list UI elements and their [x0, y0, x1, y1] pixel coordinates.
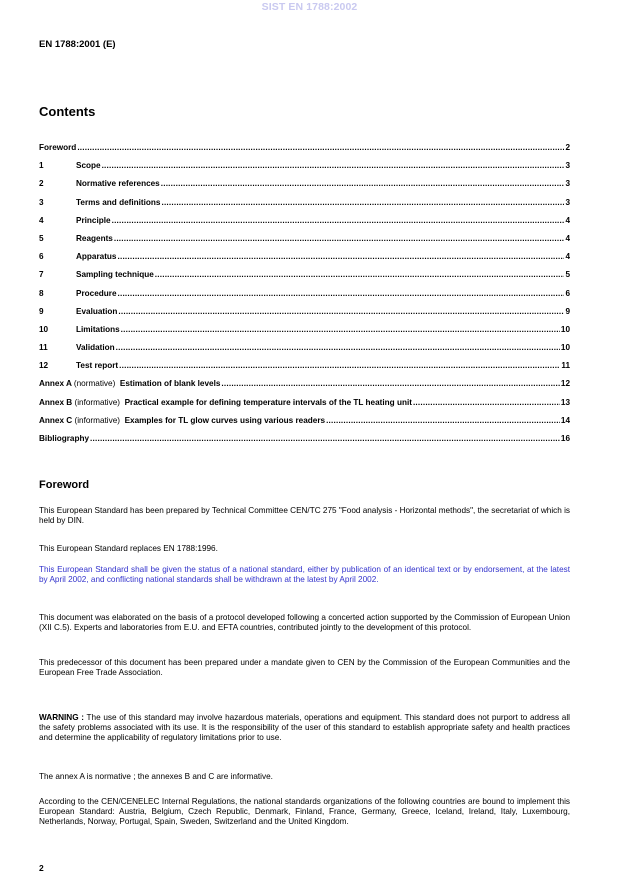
warning-label: WARNING : — [39, 713, 84, 722]
toc-entry-text: Practical example for defining temperature intervals of the TL heating unit — [124, 397, 412, 407]
toc-entry-number: 5 — [39, 233, 44, 243]
toc-entry-page: 13 — [560, 397, 570, 407]
toc-entry-title — [39, 434, 89, 443]
toc-dot-leader — [90, 434, 560, 443]
toc-dot-leader — [413, 398, 560, 407]
toc-entry-page: 10 — [560, 343, 570, 353]
toc-entry[interactable] — [39, 234, 570, 252]
foreword-paragraph-replaces: This European Standard replaces EN 1788:1996. — [39, 544, 218, 553]
toc-entry-text: Validation — [76, 343, 115, 353]
toc-annex-qualifier: (informative) — [74, 415, 120, 425]
toc-entry-title — [39, 416, 325, 425]
toc-annex-label: Annex A — [39, 379, 72, 389]
toc-entry-title — [76, 325, 120, 334]
toc-dot-leader — [102, 161, 565, 170]
toc-entry[interactable] — [39, 161, 570, 179]
toc-entry-number: 3 — [39, 197, 44, 207]
watermark: SIST EN 1788:2002 — [261, 1, 358, 13]
toc-entry-text: Estimation of blank levels — [119, 379, 221, 389]
toc-entry-number: 7 — [39, 270, 44, 280]
toc-dot-leader — [118, 252, 565, 261]
toc-annex-label: Annex B — [39, 397, 73, 407]
toc-entry-text: Terms and definitions — [76, 197, 161, 207]
toc-entry-text: Foreword — [39, 143, 77, 152]
toc-annex-label: Annex C — [39, 415, 73, 425]
toc-dot-leader — [121, 325, 560, 334]
toc-entry-page: 2 — [565, 143, 570, 152]
toc-entry-number: 6 — [39, 252, 44, 262]
page-number: 2 — [39, 863, 44, 873]
toc-entry-page: 4 — [565, 252, 570, 262]
toc-entry-title — [39, 398, 412, 407]
toc-entry-number: 8 — [39, 288, 44, 298]
toc-dot-leader — [221, 379, 559, 388]
toc-entry-text: Apparatus — [76, 252, 117, 262]
toc-entry-page: 3 — [565, 161, 570, 171]
toc-dot-leader — [119, 361, 560, 370]
toc-entry-title — [76, 361, 118, 370]
toc-entry-page: 4 — [565, 233, 570, 243]
toc-entry-title — [76, 198, 160, 207]
toc-entry-number: 2 — [39, 179, 44, 189]
toc-entry-title — [39, 143, 76, 152]
toc-entry[interactable] — [39, 361, 570, 379]
warning-text: The use of this standard may involve hazardous materials, operations and equipment. This standard does not purport to address all the safety problems associated with its use. It is the responsibility of the user of this standard to establish appropriate safety and health practices and determine the applicability of regulatory limitations prior to use. — [39, 713, 570, 743]
toc-entry-title — [76, 270, 154, 279]
toc-entry-text: Reagents — [76, 233, 113, 243]
toc-entry-page: 9 — [565, 306, 570, 316]
toc-entry[interactable] — [39, 289, 570, 307]
toc-entry-title — [39, 379, 220, 388]
foreword-paragraph-status: This European Standard shall be given the status of a national standard, either by publication of an identical text or by endorsement, at the latest by April 2002, and conflicting national standards shall be withdrawn at the latest by April 2002. — [39, 565, 570, 585]
foreword-paragraph-mandate: This predecessor of this document has been prepared under a mandate given to CEN by the Commission of the European Communities and the European Free Trade Association. — [39, 658, 570, 678]
toc-entry-page: 14 — [560, 415, 570, 425]
toc-entry-page: 11 — [561, 361, 570, 371]
toc-entry-page: 10 — [560, 324, 570, 334]
foreword-paragraph-committee: This European Standard has been prepared by Technical Committee CEN/TC 275 "Food analysis - Horizontal methods", the secretariat of which is held by DIN. — [39, 506, 570, 526]
toc-entry[interactable] — [39, 307, 570, 325]
toc-entry-title — [76, 343, 115, 352]
toc-entry[interactable] — [39, 179, 570, 197]
toc-entry-page: 3 — [565, 179, 570, 189]
toc-dot-leader — [155, 270, 565, 279]
warning-paragraph — [39, 713, 570, 744]
toc-entry-title — [76, 216, 111, 225]
toc-entry-page: 6 — [565, 288, 570, 298]
toc-entry[interactable] — [39, 216, 570, 234]
toc-entry-text: Normative references — [76, 179, 160, 189]
toc-dot-leader — [114, 234, 565, 243]
toc-entry-text: Scope — [76, 161, 101, 171]
toc-entry-number: 10 — [39, 324, 49, 334]
toc-annex-qualifier: (normative) — [73, 379, 116, 389]
foreword-paragraph-protocol: This document was elaborated on the basis of a protocol developed following a concerted action supported by the Commission of European Union (XII C.5). Experts and laboratories from E.U. and EFTA countries, contributed jointly to the development of this protocol. — [39, 613, 570, 633]
toc-entry-number: 1 — [39, 161, 44, 171]
toc-dot-leader — [118, 307, 564, 316]
toc-entry-text: Procedure — [76, 288, 117, 298]
toc-dot-leader — [118, 289, 565, 298]
toc-entry-text: Examples for TL glow curves using various readers — [124, 415, 326, 425]
toc-entry[interactable] — [39, 416, 570, 434]
toc-entry-page: 3 — [565, 197, 570, 207]
toc-entry-title — [76, 179, 160, 188]
toc-entry-page: 12 — [560, 379, 570, 389]
toc-entry-text: Evaluation — [76, 306, 118, 316]
toc-dot-leader — [161, 198, 564, 207]
toc-entry-number: 11 — [39, 343, 48, 353]
toc-entry-text: Limitations — [76, 324, 120, 334]
toc-entry-page: 4 — [565, 215, 570, 225]
toc-entry-text: Test report — [76, 361, 119, 371]
toc-entry[interactable] — [39, 434, 570, 452]
toc-entry[interactable] — [39, 270, 570, 288]
member-countries-paragraph: According to the CEN/CENELEC Internal Regulations, the national standards organizations of the following countries are bound to implement this European Standard: Austria, Belgium, Czech Republic, Denmark, Finland, France, Germany, Greece, Iceland, Ireland, Italy, Luxembourg, Netherlands, Norway, Portugal, Spain, Sweden, Switzerland and the United Kingdom. — [39, 797, 570, 827]
toc-entry[interactable] — [39, 398, 570, 416]
toc-entry[interactable] — [39, 143, 570, 161]
toc-dot-leader — [116, 343, 560, 352]
toc-entry-text: Principle — [76, 215, 111, 225]
toc-entry-text: Bibliography — [39, 434, 90, 443]
toc-entry-title — [76, 307, 117, 316]
toc-dot-leader — [326, 416, 560, 425]
toc-entry-text: Sampling technique — [76, 270, 154, 280]
toc-entry-title — [76, 161, 101, 170]
toc-entry-number: 4 — [39, 215, 44, 225]
document-id: EN 1788:2001 (E) — [39, 39, 116, 50]
toc-entry[interactable] — [39, 198, 570, 216]
toc-entry[interactable] — [39, 252, 570, 270]
toc-entry[interactable] — [39, 325, 570, 343]
toc-entry-title — [76, 234, 113, 243]
contents-heading: Contents — [39, 104, 96, 119]
toc-entry-page: 5 — [565, 270, 570, 280]
toc-entry[interactable] — [39, 343, 570, 361]
toc-dot-leader — [161, 179, 565, 188]
toc-dot-leader — [77, 143, 564, 152]
toc-entry-title — [76, 252, 117, 261]
toc-entry[interactable] — [39, 379, 570, 397]
toc-annex-qualifier: (informative) — [74, 397, 120, 407]
table-of-contents — [39, 143, 570, 452]
foreword-heading: Foreword — [39, 479, 90, 491]
toc-dot-leader — [112, 216, 565, 225]
toc-entry-title — [76, 289, 117, 298]
toc-entry-number: 12 — [39, 361, 49, 371]
annex-status-paragraph: The annex A is normative ; the annexes B and C are informative. — [39, 772, 273, 781]
toc-entry-page: 16 — [560, 434, 570, 443]
toc-entry-number: 9 — [39, 306, 44, 316]
